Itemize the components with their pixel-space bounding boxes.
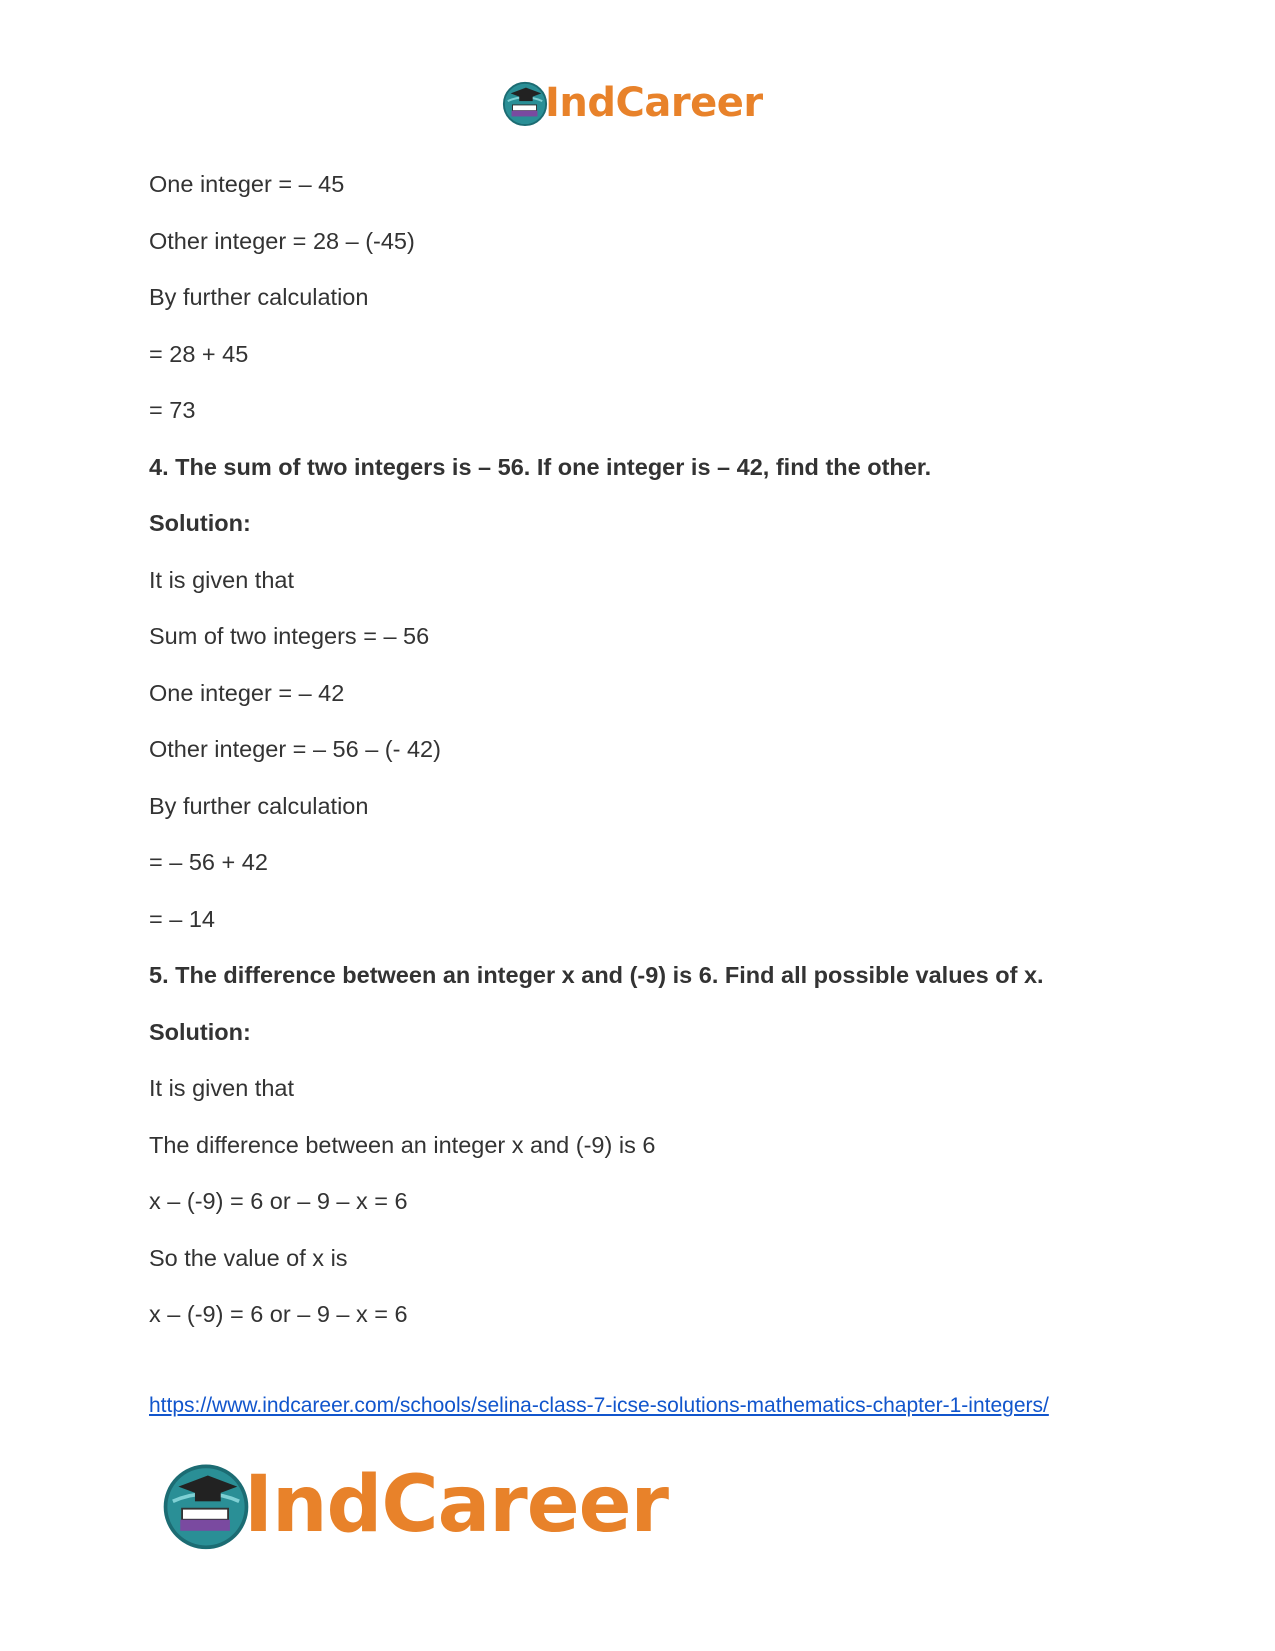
text-line: One integer = – 42 [149,680,345,706]
logo-globe-icon [160,1459,252,1551]
solution-heading: Solution: [149,510,251,536]
text-line: x – (-9) = 6 or – 9 – x = 6 [149,1301,408,1327]
text-line: By further calculation [149,284,369,310]
text-line: = 28 + 45 [149,341,249,367]
text-line: So the value of x is [149,1245,348,1271]
text-line: Other integer = – 56 – (- 42) [149,736,441,762]
solution-heading: Solution: [149,1019,251,1045]
logo-wordmark: IndCareer [244,1460,668,1550]
question-5: 5. The difference between an integer x and (-9) is 6. Find all possible values of x. [149,962,1044,988]
text-line: It is given that [149,567,294,593]
logo-globe-icon [501,79,549,127]
text-line: x – (-9) = 6 or – 9 – x = 6 [149,1188,408,1214]
text-line: = 73 [149,397,196,423]
text-line: = – 14 [149,906,215,932]
text-line: = – 56 + 42 [149,849,268,875]
source-link[interactable]: https://www.indcareer.com/schools/selina-class-7-icse-solutions-mathematics-chapter-1-integers/ [149,1394,1049,1417]
text-line: It is given that [149,1075,294,1101]
footer-logo [160,1457,668,1553]
text-line: By further calculation [149,793,369,819]
question-4: 4. The sum of two integers is – 56. If one integer is – 42, find the other. [149,454,932,480]
text-line: Other integer = 28 – (-45) [149,228,415,254]
text-line: The difference between an integer x and (-9) is 6 [149,1132,656,1158]
logo-wordmark: IndCareer [545,80,763,126]
header-logo [501,78,763,128]
text-line: Sum of two integers = – 56 [149,623,430,649]
text-line: One integer = – 45 [149,171,345,197]
